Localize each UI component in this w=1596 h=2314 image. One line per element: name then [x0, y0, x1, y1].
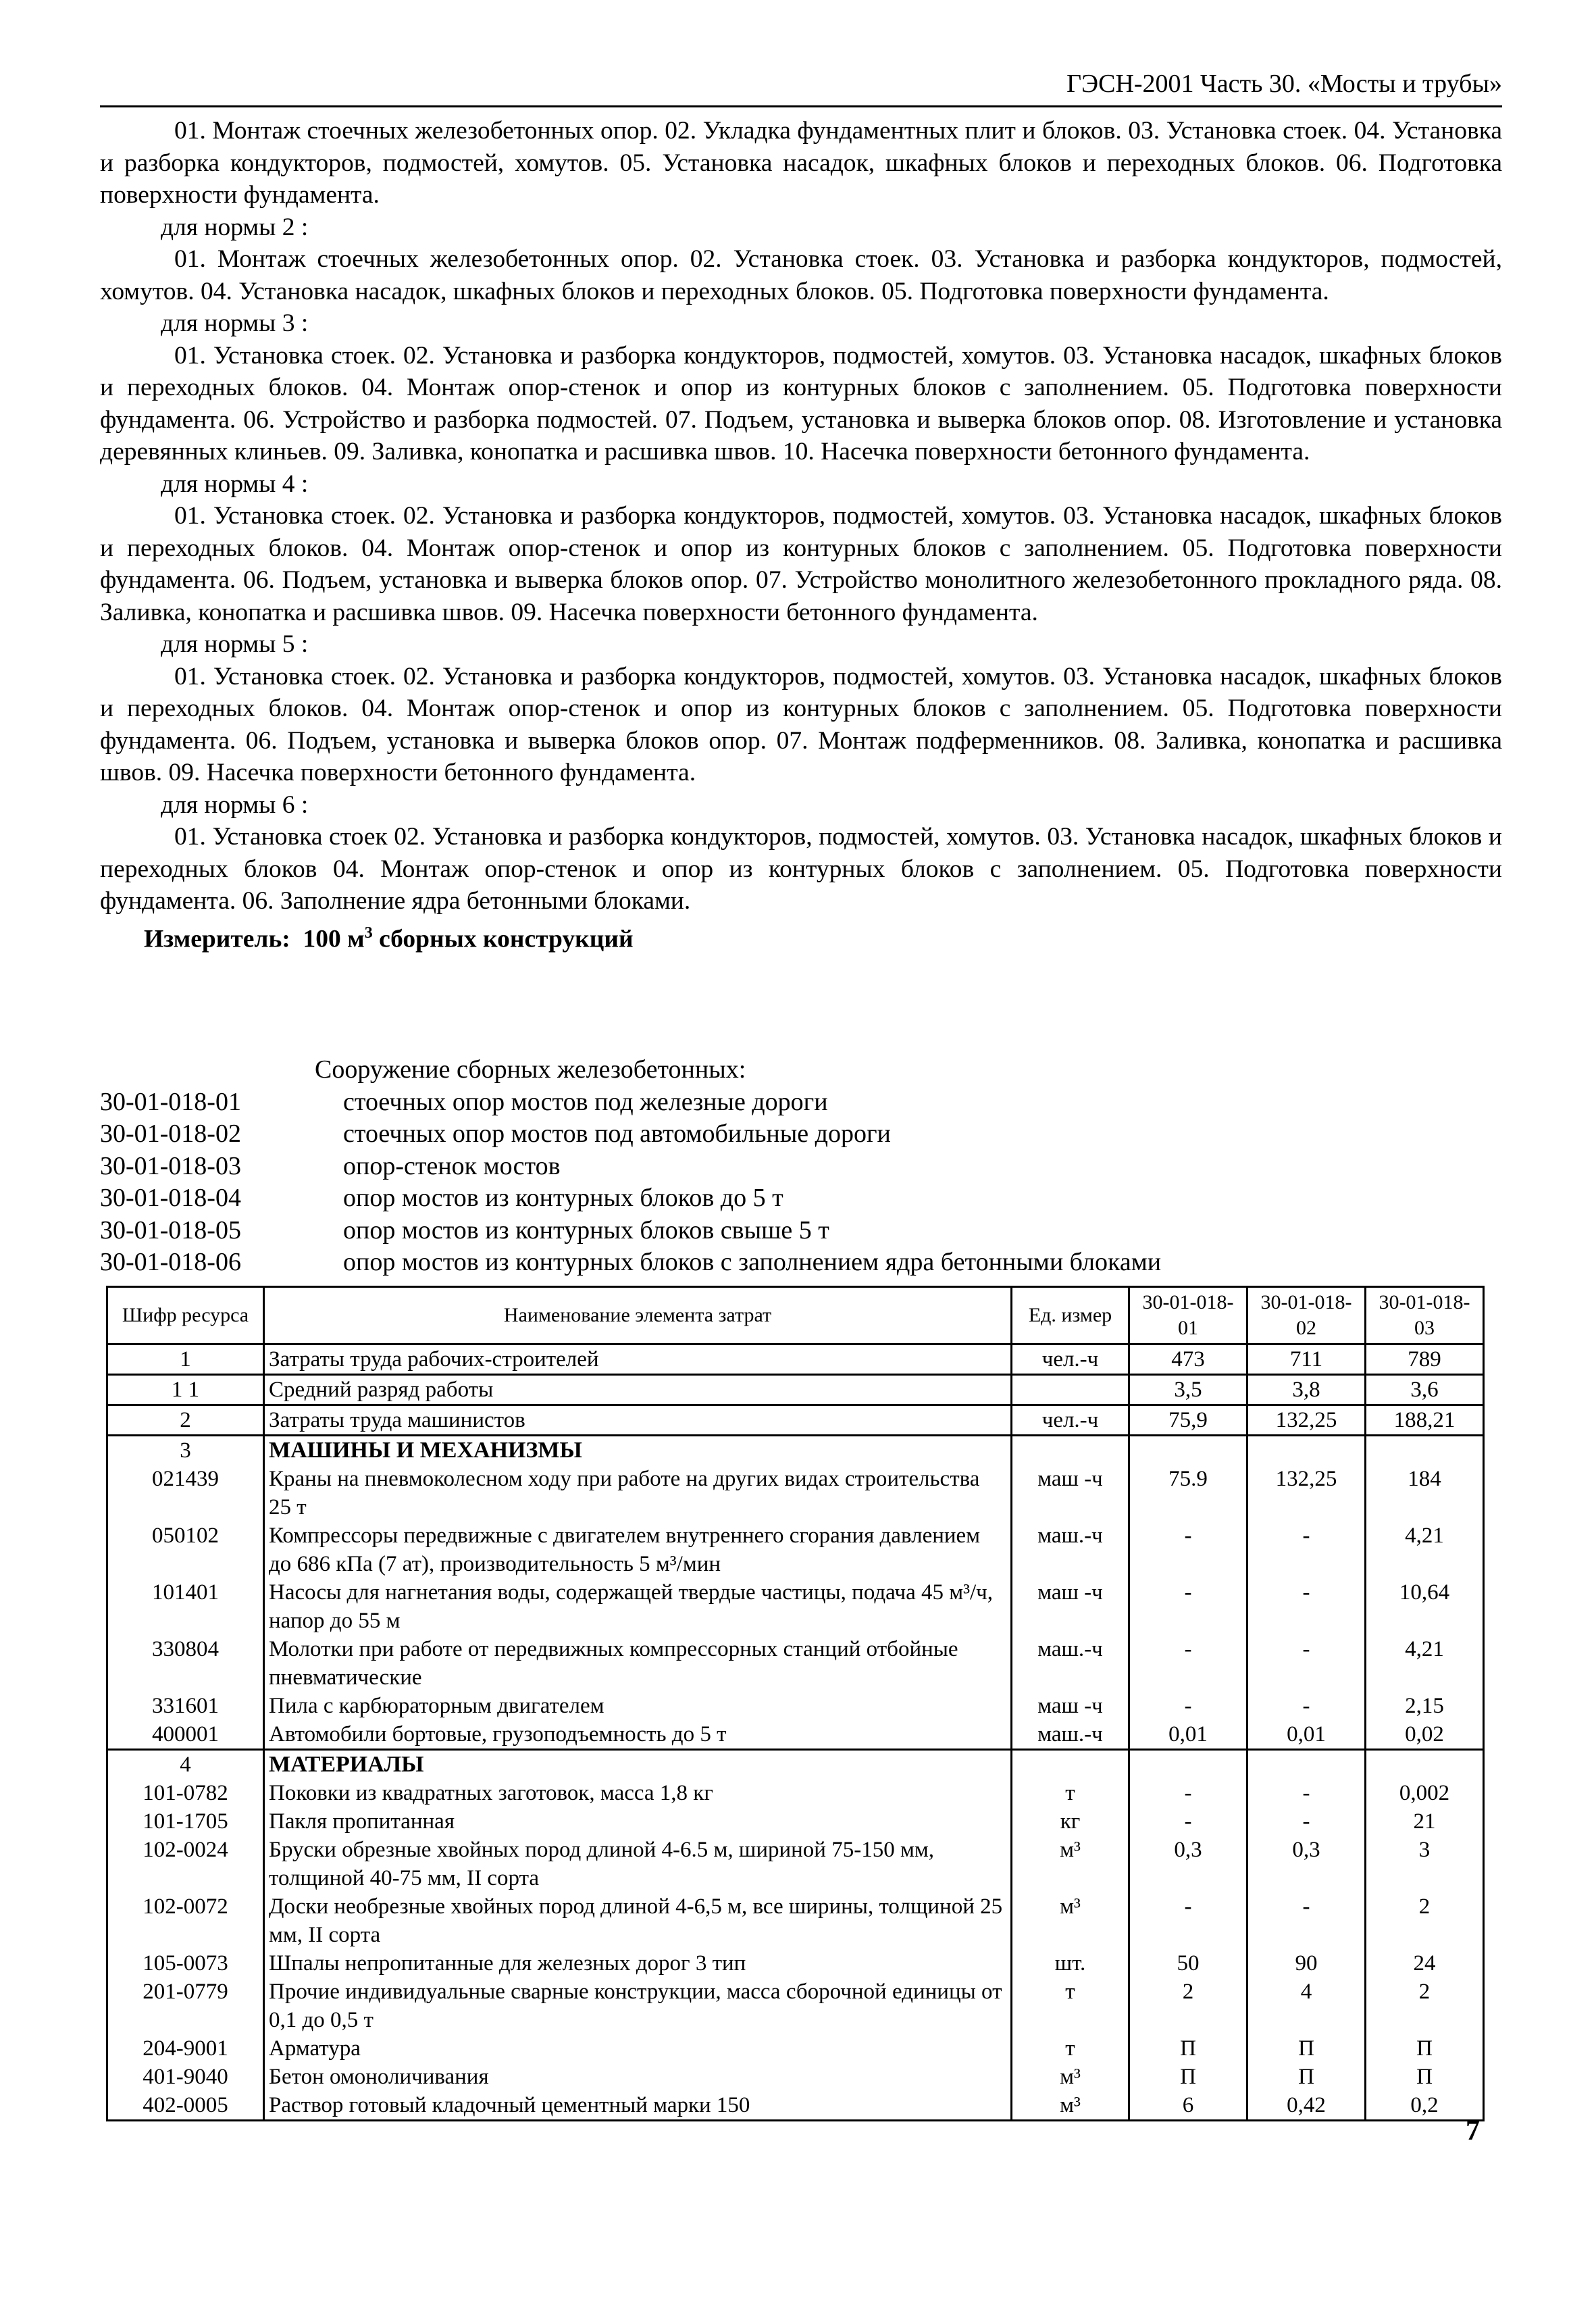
unit: маш.-ч — [1012, 1521, 1129, 1578]
norm-code-item — [100, 1151, 1502, 1183]
value-norm-01 — [1129, 1750, 1247, 1780]
cost-element-name: Раствор готовый кладочный цементный марки 150 — [264, 2091, 1012, 2121]
table-header-row — [107, 1287, 1484, 1344]
value-norm-03: 3,6 — [1366, 1375, 1484, 1405]
table-row — [107, 1521, 1484, 1578]
value-norm-02: 0,3 — [1247, 1836, 1366, 1892]
cost-element-name: Поковки из квадратных заготовок, масса 1,8 кг — [264, 1779, 1012, 1807]
value-norm-02: - — [1247, 1692, 1366, 1720]
norm-code-item — [100, 1086, 1502, 1119]
norm-code-item — [100, 1215, 1502, 1247]
value-norm-01: 0,3 — [1129, 1836, 1247, 1892]
header-resource-code: Шифр ресурса — [107, 1287, 264, 1344]
value-norm-03: 0,2 — [1366, 2091, 1484, 2121]
resource-code: 401-9040 — [107, 2063, 264, 2091]
measure-sup: 3 — [364, 924, 373, 942]
value-norm-02: - — [1247, 1635, 1366, 1692]
table-row — [107, 1892, 1484, 1949]
value-norm-01: П — [1129, 2063, 1247, 2091]
value-norm-01: - — [1129, 1779, 1247, 1807]
norm-description: стоечных опор мостов под железные дороги — [343, 1087, 828, 1116]
unit: м³ — [1012, 2091, 1129, 2121]
table-row — [107, 1978, 1484, 2034]
norm-code: 30-01-018-05 — [100, 1215, 241, 1244]
value-norm-03: 789 — [1366, 1344, 1484, 1375]
unit — [1012, 1436, 1129, 1465]
measure-line — [100, 917, 1502, 955]
value-norm-03: П — [1366, 2063, 1484, 2091]
value-norm-02: 3,8 — [1247, 1375, 1366, 1405]
table-row — [107, 1807, 1484, 1836]
unit: маш -ч — [1012, 1692, 1129, 1720]
norm-label: для нормы 2 : — [161, 213, 309, 241]
table-row — [107, 1344, 1484, 1375]
table-row — [107, 1779, 1484, 1807]
table-row — [107, 1375, 1484, 1405]
header-unit: Ед. измер — [1012, 1287, 1129, 1344]
value-norm-01: - — [1129, 1521, 1247, 1578]
resource-code: 204-9001 — [107, 2034, 264, 2063]
unit: т — [1012, 1779, 1129, 1807]
value-norm-02: - — [1247, 1521, 1366, 1578]
value-norm-02: 90 — [1247, 1949, 1366, 1978]
unit: маш.-ч — [1012, 1635, 1129, 1692]
cost-element-name: Доски необрезные хвойных пород длиной 4-6,5 м, все ширины, толщиной 25 мм, II сорта — [264, 1892, 1012, 1949]
value-norm-03: 4,21 — [1366, 1635, 1484, 1692]
value-norm-03: 0,002 — [1366, 1779, 1484, 1807]
resource-code: 2 — [107, 1405, 264, 1436]
value-norm-03: 24 — [1366, 1949, 1484, 1978]
resource-code: 021439 — [107, 1465, 264, 1521]
resource-code: 1 1 — [107, 1375, 264, 1405]
value-norm-01: 75.9 — [1129, 1465, 1247, 1521]
resource-code: 101-1705 — [107, 1807, 264, 1836]
norm-description: опор-стенок мостов — [343, 1151, 561, 1180]
value-norm-03 — [1366, 1750, 1484, 1780]
resource-code: 050102 — [107, 1521, 264, 1578]
value-norm-03: 184 — [1366, 1465, 1484, 1521]
norm-description: стоечных опор мостов под автомобильные дороги — [343, 1120, 891, 1148]
norm-code-item — [100, 1118, 1502, 1151]
resource-code: 101401 — [107, 1578, 264, 1635]
value-norm-01: 0,01 — [1129, 1720, 1247, 1750]
norm-label: для нормы 6 : — [161, 790, 309, 819]
unit: маш -ч — [1012, 1578, 1129, 1635]
unit: т — [1012, 1978, 1129, 2034]
norm-description: опор мостов из контурных блоков до 5 т — [343, 1184, 783, 1212]
header-title: ГЭСН-2001 Часть 30. «Мосты и трубы» — [1066, 70, 1502, 98]
value-norm-01: - — [1129, 1692, 1247, 1720]
work-composition-paragraph: 01. Установка стоек 02. Установка и разборка кондукторов, подмостей, хомутов. 03. Установка насадок, шкафных блоков и переходных блоков 04. Монтаж опор-стенок и опор из контурных блоков с заполнением. 05. Подготовка поверхности фундамента. 06. Заполнение ядра бетонными блоками. — [100, 823, 1502, 915]
work-composition-paragraph: 01. Установка стоек. 02. Установка и разборка кондукторов, подмостей, хомутов. 03. Установка насадок, шкафных блоков и переходных блоков. 04. Монтаж опор-стенок и опор из контурных блоков с заполнением. 05. Подготовка поверхности фундамента. 06. Подъем, установка и выверка блоков опор. 07. Устройство монолитного железобетонного прокладного ряда. 08. Заливка, конопатка и расшивка швов. 09. Насечка поверхности бетонного фундамента. — [100, 502, 1502, 626]
value-norm-01: - — [1129, 1578, 1247, 1635]
norm-code: 30-01-018-01 — [100, 1087, 241, 1116]
table-row — [107, 1465, 1484, 1521]
value-norm-01: 473 — [1129, 1344, 1247, 1375]
table-row — [107, 2063, 1484, 2091]
table-row — [107, 2034, 1484, 2063]
value-norm-03: 2,15 — [1366, 1692, 1484, 1720]
table-row — [107, 1836, 1484, 1892]
norm-code: 30-01-018-04 — [100, 1184, 241, 1212]
resource-code: 105-0073 — [107, 1949, 264, 1978]
work-composition-paragraph: 01. Монтаж стоечных железобетонных опор. 02. Установка стоек. 03. Установка и разборка кондукторов, подмостей, хомутов. 04. Установка насадок, шкафных блоков и переходных блоков. 05. Подготовка поверхности фундамента. — [100, 245, 1502, 305]
cost-element-name: Пила с карбюраторным двигателем — [264, 1692, 1012, 1720]
cost-element-name: Бетон омоноличивания — [264, 2063, 1012, 2091]
unit: маш -ч — [1012, 1465, 1129, 1521]
value-norm-02 — [1247, 1436, 1366, 1465]
norm-code: 30-01-018-03 — [100, 1151, 241, 1180]
cost-element-name: Автомобили бортовые, грузоподъемность до 5 т — [264, 1720, 1012, 1750]
value-norm-01: - — [1129, 1635, 1247, 1692]
work-composition-paragraph: 01. Установка стоек. 02. Установка и разборка кондукторов, подмостей, хомутов. 03. Установка насадок, шкафных блоков и переходных блоков. 04. Монтаж опор-стенок и опор из контурных блоков с заполнением. 05. Подготовка поверхности фундамента. 06. Устройство и разборка подмостей. 07. Подъем, установка и выверка блоков опор. 08. Изготовление и установка деревянных клиньев. 09. Заливка, конопатка и расшивка швов. 10. Насечка поверхности бетонного фундамента. — [100, 341, 1502, 466]
value-norm-03: 3 — [1366, 1836, 1484, 1892]
measure-value: 100 м — [303, 925, 365, 953]
unit: т — [1012, 2034, 1129, 2063]
value-norm-03: 0,02 — [1366, 1720, 1484, 1750]
value-norm-02 — [1247, 1750, 1366, 1780]
cost-element-name: Молотки при работе от передвижных компрессорных станций отбойные пневматические — [264, 1635, 1012, 1692]
value-norm-01: 3,5 — [1129, 1375, 1247, 1405]
value-norm-02: П — [1247, 2063, 1366, 2091]
resource-code: 400001 — [107, 1720, 264, 1750]
work-composition-paragraph: 01. Установка стоек. 02. Установка и разборка кондукторов, подмостей, хомутов. 03. Установка насадок, шкафных блоков и переходных блоков. 04. Монтаж опор-стенок и опор из контурных блоков с заполнением. 05. Подготовка поверхности фундамента. 06. Подъем, установка и выверка блоков опор. 07. Монтаж подферменников. 08. Заливка, конопатка и расшивка швов. 09. Насечка поверхности бетонного фундамента. — [100, 662, 1502, 786]
norm-code-item — [100, 1247, 1502, 1279]
value-norm-02: 0,01 — [1247, 1720, 1366, 1750]
value-norm-01: 6 — [1129, 2091, 1247, 2121]
cost-element-name: Пакля пропитанная — [264, 1807, 1012, 1836]
resource-code: 102-0024 — [107, 1836, 264, 1892]
table-row — [107, 1635, 1484, 1692]
resource-code: 402-0005 — [107, 2091, 264, 2121]
value-norm-01: П — [1129, 2034, 1247, 2063]
unit: м³ — [1012, 1836, 1129, 1892]
resource-code: 201-0779 — [107, 1978, 264, 2034]
table-row — [107, 1578, 1484, 1635]
table-row — [107, 2091, 1484, 2121]
value-norm-01: 75,9 — [1129, 1405, 1247, 1436]
cost-element-name: Затраты труда машинистов — [264, 1405, 1012, 1436]
value-norm-03: 2 — [1366, 1978, 1484, 2034]
cost-element-name: Затраты труда рабочих-строителей — [264, 1344, 1012, 1375]
unit — [1012, 1375, 1129, 1405]
norm-code: 30-01-018-06 — [100, 1248, 241, 1276]
measure-label: Измеритель: — [144, 925, 290, 953]
resource-code: 3 — [107, 1436, 264, 1465]
resource-code: 331601 — [107, 1692, 264, 1720]
table-row — [107, 1949, 1484, 1978]
resource-code: 1 — [107, 1344, 264, 1375]
resource-code: 101-0782 — [107, 1779, 264, 1807]
table-row — [107, 1720, 1484, 1750]
norm-label: для нормы 5 : — [161, 630, 309, 658]
value-norm-02: П — [1247, 2034, 1366, 2063]
value-norm-03: 10,64 — [1366, 1578, 1484, 1635]
norm-label: для нормы 4 : — [161, 470, 309, 498]
value-norm-03: П — [1366, 2034, 1484, 2063]
unit: маш.-ч — [1012, 1720, 1129, 1750]
unit: м³ — [1012, 2063, 1129, 2091]
running-header — [100, 65, 1502, 107]
cost-element-name: МАТЕРИАЛЫ — [264, 1750, 1012, 1780]
value-norm-02: - — [1247, 1892, 1366, 1949]
value-norm-03 — [1366, 1436, 1484, 1465]
resource-code: 102-0072 — [107, 1892, 264, 1949]
unit: чел.-ч — [1012, 1344, 1129, 1375]
unit: кг — [1012, 1807, 1129, 1836]
table-row — [107, 1405, 1484, 1436]
value-norm-03: 4,21 — [1366, 1521, 1484, 1578]
norm-code-list — [100, 1054, 1502, 1279]
value-norm-01: - — [1129, 1807, 1247, 1836]
value-norm-02: - — [1247, 1807, 1366, 1836]
table-section-row — [107, 1750, 1484, 1780]
cost-element-name: Бруски обрезные хвойных пород длиной 4-6.5 м, шириной 75-150 мм, толщиной 40-75 мм, II сорта — [264, 1836, 1012, 1892]
work-composition-paragraph: 01. Монтаж стоечных железобетонных опор. 02. Укладка фундаментных плит и блоков. 03. Установка стоек. 04. Установка и разборка кондукторов, подмостей, хомутов. 05. Установка насадок, шкафных блоков и переходных блоков. 06. Подготовка поверхности фундамента. — [100, 117, 1502, 209]
norm-description: опор мостов из контурных блоков с заполнением ядра бетонными блоками — [343, 1248, 1162, 1276]
resource-code: 330804 — [107, 1635, 264, 1692]
work-composition-text — [100, 115, 1502, 955]
header-norm-01: 30-01-018-01 — [1129, 1287, 1247, 1344]
value-norm-02: - — [1247, 1578, 1366, 1635]
value-norm-01: 2 — [1129, 1978, 1247, 2034]
value-norm-01: - — [1129, 1892, 1247, 1949]
page-number: 7 — [1466, 2115, 1480, 2146]
unit — [1012, 1750, 1129, 1780]
cost-element-name: Шпалы непропитанные для железных дорог 3 тип — [264, 1949, 1012, 1978]
value-norm-03: 21 — [1366, 1807, 1484, 1836]
value-norm-01 — [1129, 1436, 1247, 1465]
header-norm-02: 30-01-018-02 — [1247, 1287, 1366, 1344]
value-norm-03: 188,21 — [1366, 1405, 1484, 1436]
table-row — [107, 1692, 1484, 1720]
cost-element-name: Краны на пневмоколесном ходу при работе на других видах строительства 25 т — [264, 1465, 1012, 1521]
norm-description: опор мостов из контурных блоков свыше 5 т — [343, 1215, 829, 1244]
cost-element-name: Арматура — [264, 2034, 1012, 2063]
cost-element-name: Прочие индивидуальные сварные конструкции, масса сборочной единицы от 0,1 до 0,5 т — [264, 1978, 1012, 2034]
value-norm-02: 0,42 — [1247, 2091, 1366, 2121]
cost-element-name: Компрессоры передвижные с двигателем внутреннего сгорания давлением до 686 кПа (7 ат), производительность 5 м³/мин — [264, 1521, 1012, 1578]
unit: шт. — [1012, 1949, 1129, 1978]
norm-label: для нормы 3 : — [161, 309, 309, 337]
measure-rest: сборных конструкций — [372, 925, 634, 953]
resource-table — [106, 1286, 1485, 2121]
value-norm-02: 4 — [1247, 1978, 1366, 2034]
header-norm-03: 30-01-018-03 — [1366, 1287, 1484, 1344]
cost-element-name: Средний разряд работы — [264, 1375, 1012, 1405]
header-cost-element: Наименование элемента затрат — [264, 1287, 1012, 1344]
value-norm-02: 132,25 — [1247, 1405, 1366, 1436]
value-norm-02: - — [1247, 1779, 1366, 1807]
norm-code-item — [100, 1182, 1502, 1215]
norm-code: 30-01-018-02 — [100, 1120, 241, 1148]
unit: чел.-ч — [1012, 1405, 1129, 1436]
resource-code: 4 — [107, 1750, 264, 1780]
unit: м³ — [1012, 1892, 1129, 1949]
table-section-row — [107, 1436, 1484, 1465]
value-norm-02: 132,25 — [1247, 1465, 1366, 1521]
value-norm-03: 2 — [1366, 1892, 1484, 1949]
cost-element-name: МАШИНЫ И МЕХАНИЗМЫ — [264, 1436, 1012, 1465]
value-norm-02: 711 — [1247, 1344, 1366, 1375]
value-norm-01: 50 — [1129, 1949, 1247, 1978]
norm-group-title: Сооружение сборных железобетонных: — [315, 1055, 746, 1084]
cost-element-name: Насосы для нагнетания воды, содержащей твердые частицы, подача 45 м³/ч, напор до 55 м — [264, 1578, 1012, 1635]
